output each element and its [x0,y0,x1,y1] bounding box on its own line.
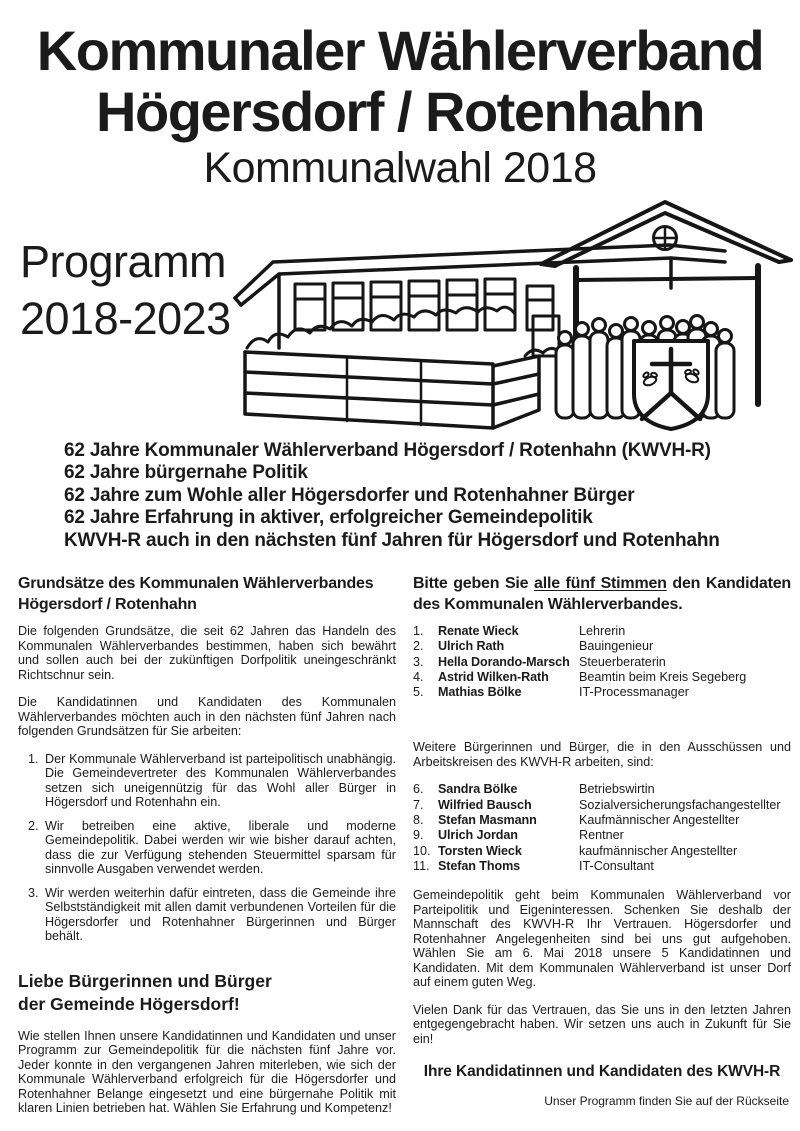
members-intro: Weitere Bürgerinnen und Bürger, die in den Ausschüssen und Arbeitskreisen des KWVH-R arbeiten, sind: [413,740,791,769]
backside-note: Unser Programm finden Sie auf der Rückseite [544,1093,789,1108]
member-job: Sozialversicherungsfachangestellter [579,797,781,812]
principle-number: 2. [28,818,39,833]
member-row: 10. Torsten Wieck kaufmännischer Angestellter [413,844,791,859]
program-title [20,233,231,347]
achievement-line: 62 Jahre Erfahrung in aktiver, erfolgreicher Gemeindepolitik [64,507,593,529]
candidate-name: Ulrich Rath [438,639,505,654]
principle-text: Der Kommunale Wählerverband ist parteipolitisch unabhängig. Die Gemeindevertreter des Kommunalen Wählerverbandes setzen sich uneigennützig für das Wohl aller Bürger in Högersdorf und Rotenhahn ein. [45,751,396,809]
member-name: Sandra Bölke [438,782,518,797]
principle-item [18,886,396,944]
candidate-row: 5. Mathias Bölke IT-Processmanager [413,685,791,700]
candidate-job: Bauingenieur [579,639,654,654]
candidate-row: 2. Ulrich Rath Bauingenieur [413,639,791,654]
member-name: Wilfried Bausch [438,797,532,812]
candidate-name: Astrid Wilken-Rath [438,669,549,684]
achievement-line: KWVH-R auch in den nächsten fünf Jahren für Högersdorf und Rotenhahn [64,529,720,551]
trust-paragraph: Gemeindepolitik geht beim Kommunalen Wählerverband vor Parteipolitik und Eigeninteressen. Schenken Sie deshalb der Mannschaft des KWVH-R Ihr Vertrauen. Högersdorfer und Rotenhahner Angelegenheiten sind bei uns gut aufgehoben. Wählen Sie am 6. Mai 2018 unsere 5 Kandidatinnen und Kandidaten. Mit dem Kommunalen Wählerverband ist unser Dorf auf einem guten Weg. [413,888,791,990]
candidate-roster [413,624,791,700]
achievement-line: 62 Jahre Kommunaler Wählerverband Högersdorf / Rotenhahn (KWVH-R) [64,440,711,461]
member-job: IT-Consultant [579,858,654,873]
thanks-paragraph: Vielen Dank für das Vertrauen, das Sie uns in den letzten Jahren entgegengebracht haben. Wir setzen uns auch in Zukunft für Sie ein! [413,1002,791,1046]
candidate-name: Mathias Bölke [438,685,522,700]
village-hall-illustration [225,198,795,432]
masthead [0,20,800,193]
member-row: 6. Sandra Bölke Betriebswirtin [413,782,791,797]
member-job: Kaufmännischer Angestellter [579,813,740,828]
member-row: 7. Wilfried Bausch Sozialversicherungsfachangestellter [413,798,791,813]
page-subtitle: Kommunalwahl 2018 [203,144,597,192]
member-row: 8. Stefan Masmann Kaufmännischer Angestellter [413,813,791,828]
member-name: Ulrich Jordan [438,828,518,843]
member-row: 9. Ulrich Jordan Rentner [413,828,791,843]
program-title-line1: Programm [20,236,227,287]
principles-intro-2: Die Kandidatinnen und Kandidaten des Kommunalen Wählerverbandes möchten auch in den nächsten fünf Jahren nach folgenden Grundsätzen für Sie arbeiten: [18,695,396,738]
candidate-row: 3. Hella Dorando-Marsch Steuerberaterin [413,655,791,670]
candidate-job: Beamtin beim Kreis Segeberg [579,669,747,684]
candidate-job: Steuerberaterin [579,654,666,669]
closing-heading: Ihre Kandidatinnen und Kandidaten des KWVH-R [423,1063,781,1081]
principle-item [18,819,396,877]
candidate-row: 4. Astrid Wilken-Rath Beamtin beim Kreis Segeberg [413,670,791,685]
vote-appeal-heading: Bitte geben Sie alle fünf Stimmen den Kandidaten des Kommunalen Wählerverbandes. [413,575,792,613]
building-windows [295,279,559,356]
program-title-line2: 2018-2023 [20,293,231,344]
principle-text: Wir werden weiterhin dafür eintreten, dass die Gemeinde ihre Selbstständigkeit mit allen damit verbundenen Vorteilen für die Högersdorfer und Rotenhahner Bürgerinnen und Bürger behält. [45,885,396,943]
member-name: Stefan Masmann [438,813,537,828]
candidate-row: 1. Renate Wieck Lehrerin [413,624,791,639]
achievement-line: 62 Jahre zum Wohle aller Högersdorfer und Rotenhahner Bürger [64,484,635,506]
page-title-line2: Högersdorf / Rotenhahn [96,80,704,143]
citizens-paragraph: Wie stellen Ihnen unsere Kandidatinnen und Kandidaten und unser Programm zur Gemeindepolitik für die nächsten fünf Jahre vor. Jeder konnte in den vergangenen Jahren miterleben, wie sich der Kommunale Wählerverband erfolgreich für die Högersdorfer und Rotenhahner Belange eingesetzt und eine bürgernahe Politik mit klaren Linien betrieben hat. Wählen Sie Erfahrung und Kompetenz! [18,1028,396,1115]
coat-of-arms-shield [634,341,708,429]
principles-intro-1: Die folgenden Grundsätze, die seit 62 Jahren das Handeln des Kommunalen Wählerverbandes bestimmen, haben sich bewährt und sollen auch bei der zukünftigen Dorfpolitik uneingeschränkt Richtschnur sein. [18,624,396,682]
candidate-name: Hella Dorando-Marsch [438,654,570,669]
candidate-job: Lehrerin [579,624,626,638]
member-name: Torsten Wieck [438,843,522,858]
principle-item [18,752,396,810]
left-column [18,574,396,1129]
candidate-job: IT-Processmanager [579,685,689,700]
achievement-line: 62 Jahre bürgernahe Politik [64,462,308,484]
citizens-heading: Liebe Bürgerinnen und Bürger der Gemeinde Högersdorf! [18,970,272,1014]
member-job: kaufmännischer Angestellter [579,843,738,858]
member-job: Rentner [579,828,624,843]
right-column [413,574,791,1108]
spacer [413,714,791,740]
planter-fence [245,352,539,428]
member-name: Stefan Thoms [438,858,521,873]
member-job: Betriebswirtin [579,782,655,797]
achievements-list [64,440,720,552]
principle-number: 1. [28,751,39,766]
member-roster [413,782,791,874]
underlined-phrase: alle fünf Stimmen [534,575,667,592]
member-row: 11. Stefan Thoms IT-Consultant [413,859,791,874]
page-title-line1: Kommunaler Wählerverband [36,19,764,82]
principle-text: Wir betreiben eine aktive, liberale und moderne Gemeindepolitik. Dabei werden wir wie bisher darauf achten, dass die zur Verfügung stehenden Steuermittel sparsam für sinnvolle Ausgaben verwendet werden. [45,818,396,876]
principles-heading: Grundsätze des Kommunalen Wählerverbandes Högersdorf / Rotenhahn [18,575,374,613]
candidate-name: Renate Wieck [438,624,519,638]
principle-number: 3. [28,885,39,900]
